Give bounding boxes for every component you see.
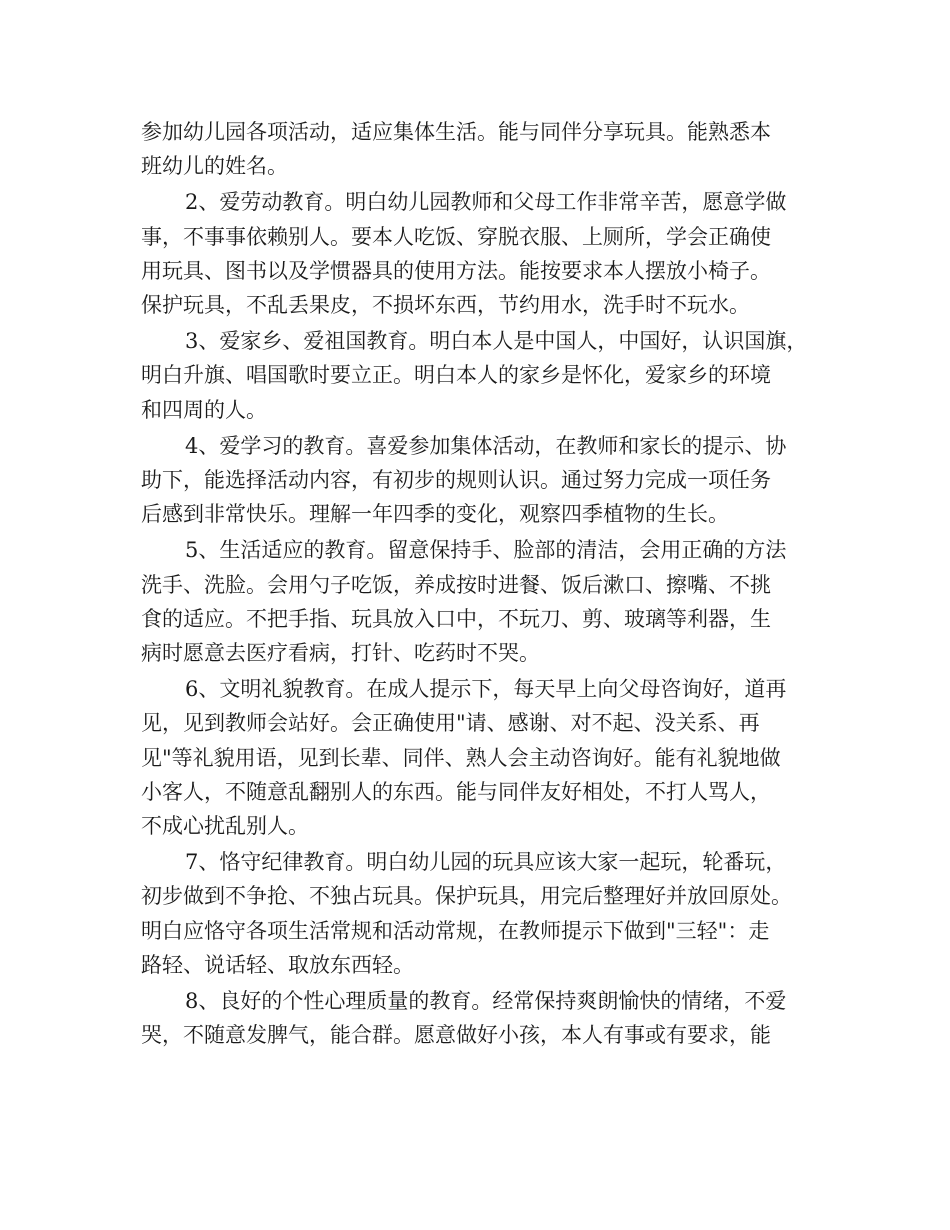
paragraph-personality-education xyxy=(141,984,811,1052)
text-line: 2、爱劳动教育。明白幼儿园教师和父母工作非常辛苦，愿意学做 xyxy=(185,190,787,215)
text-line: 洗手、洗脸。会用勺子吃饭，养成按时进餐、饭后漱口、擦嘴、不挑 xyxy=(141,572,771,597)
text-line: 不成心扰乱别人。 xyxy=(141,814,309,839)
paragraph-hometown-education xyxy=(141,324,811,427)
text-line: 后感到非常快乐。理解一年四季的变化，观察四季植物的生长。 xyxy=(141,502,729,527)
text-line: 7、恪守纪律教育。明白幼儿园的玩具应该大家一起玩，轮番玩， xyxy=(185,850,787,875)
text-line: 明白升旗、唱国歌时要立正。明白本人的家乡是怀化，爱家乡的环境 xyxy=(141,363,771,388)
document-body xyxy=(141,115,811,1054)
text-line: 见，见到教师会站好。会正确使用"请、感谢、对不起、没关系、再 xyxy=(141,711,760,736)
paragraph-continuation xyxy=(141,115,811,183)
text-line: 参加幼儿园各项活动，适应集体生活。能与同伴分享玩具。能熟悉本 xyxy=(141,120,771,144)
text-line: 病时愿意去医疗看病，打针、吃药时不哭。 xyxy=(141,641,540,666)
paragraph-learning-education xyxy=(141,429,811,532)
text-line: 初步做到不争抢、不独占玩具。保护玩具，用完后整理好并放回原处。 xyxy=(141,884,792,909)
text-line: 明白应恪守各项生活常规和活动常规，在教师提示下做到"三轻"：走 xyxy=(141,918,770,943)
paragraph-courtesy-education xyxy=(141,672,811,843)
text-line: 保护玩具，不乱丢果皮，不损坏东西，节约用水，洗手时不玩水。 xyxy=(141,293,750,318)
text-line: 食的适应。不把手指、玩具放入口中，不玩刀、剪、玻璃等利器，生 xyxy=(141,606,771,631)
text-line: 哭，不随意发脾气，能合群。愿意做好小孩，本人有事或有要求，能 xyxy=(141,1023,771,1048)
text-line: 助下，能选择活动内容，有初步的规则认识。通过努力完成一项任务 xyxy=(141,468,771,493)
paragraph-life-habits-education xyxy=(141,533,811,670)
text-line: 和四周的人。 xyxy=(141,397,267,422)
text-line: 小客人，不随意乱翻别人的东西。能与同伴友好相处，不打人骂人， xyxy=(141,779,771,804)
text-line: 见"等礼貌用语，见到长辈、同伴、熟人会主动咨询好。能有礼貌地做 xyxy=(141,745,781,770)
text-line: 3、爱家乡、爱祖国教育。明白本人是中国人，中国好，认识国旗， xyxy=(185,329,808,354)
text-line: 5、生活适应的教育。留意保持手、脸部的清洁，会用正确的方法 xyxy=(185,538,787,563)
text-line: 路轻、说话轻、取放东西轻。 xyxy=(141,952,414,977)
text-line: 用玩具、图书以及学惯器具的使用方法。能按要求本人摆放小椅子。 xyxy=(141,258,771,283)
text-line: 8、良好的个性心理质量的教育。经常保持爽朗愉快的情绪，不爱 xyxy=(185,989,787,1014)
paragraph-discipline-education xyxy=(141,845,811,982)
text-line: 事，不事事依赖别人。要本人吃饭、穿脱衣服、上厕所，学会正确使 xyxy=(141,224,771,249)
text-line: 6、文明礼貌教育。在成人提示下，每天早上向父母咨询好，道再 xyxy=(185,677,787,702)
paragraph-labor-education xyxy=(141,185,811,322)
text-line: 班幼儿的姓名。 xyxy=(141,154,288,179)
text-line: 4、爱学习的教育。喜爱参加集体活动，在教师和家长的提示、协 xyxy=(185,433,787,458)
